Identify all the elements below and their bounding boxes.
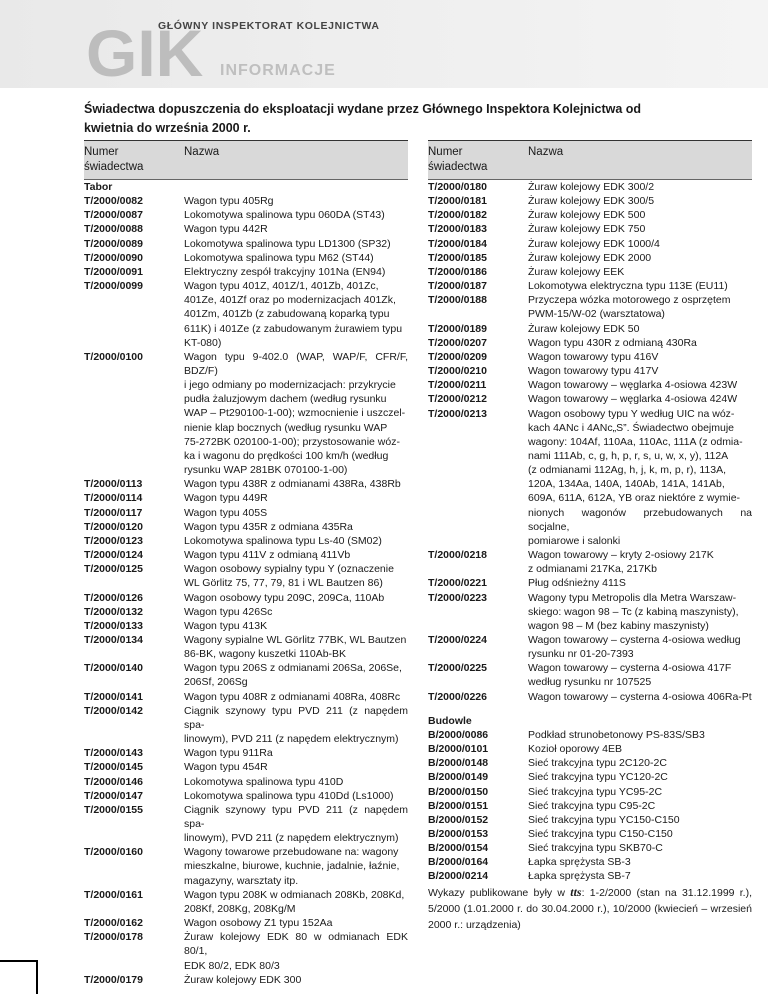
certificate-row [428,180,752,194]
footer-rule-vertical [36,960,38,994]
certificate-row [84,265,408,279]
certificate-row [428,251,752,265]
certificate-name-line: Wagon typu 911Ra [184,747,273,760]
certificate-name-line: linowym), PVD 211 (z napędem elektrycznym) [184,832,399,845]
certificate-row [428,728,752,742]
certificate-row [84,930,408,972]
certificate-number: B/2000/0152 [428,813,489,826]
certificate-name-line: Ciągnik szynowy typu PVD 211 (z napędem spa- [184,803,408,831]
certificate-name-line: Wagon towarowy – cysterna 4-osiowa według [528,634,741,646]
section-title-tabor: Tabor [84,181,113,193]
certificate-row [84,775,408,789]
certificate-name-line: Sieć trakcyjna typu YC120-2C [528,771,668,784]
certificate-row [84,803,408,845]
certificate-row [84,845,408,887]
publication-note [428,884,752,933]
left-table-header [84,140,408,180]
certificate-row [84,760,408,774]
certificate-name-line: Sieć trakcyjna typu C150-C150 [528,828,673,841]
certificate-name-line: Wagony typu Metropolis dla Metra Warszaw- [528,591,737,604]
certificate-name-line: Lokomotywa spalinowa typu 060DA (ST43) [184,209,385,222]
certificate-name-line: 609A, 611A, 612A, YB oraz niektóre z wymie- [528,492,741,505]
certificate-number: T/2000/0132 [84,605,143,618]
certificate-name-line: 206Sf, 206Sg [184,676,248,689]
certificate-row [428,756,752,770]
certificate-name-line: Sieć trakcyjna typu YC95-2C [528,785,663,798]
certificate-row [84,208,408,222]
certificate-row [84,350,408,477]
certificate-number: B/2000/0150 [428,785,489,798]
certificate-row [84,520,408,534]
certificate-row [84,704,408,746]
certificate-name-line: Wagon typu 9-402.0 (WAP, WAP/F, CFR/F, BDZ/F) [184,350,408,378]
certificate-name-line: Wagon towarowy – kryty 2-osiowy 217K [528,549,714,562]
certificate-row [84,477,408,491]
certificate-name-line: Wagon typu 408R z odmianami 408Ra, 408Rc [184,690,401,703]
certificate-row [84,633,408,661]
certificate-number: T/2000/0155 [84,803,143,816]
certificate-name-line: skiego: wagon 98 – Tc (z kabiną maszynisty), [528,605,739,618]
certificate-number: T/2000/0126 [84,591,143,604]
certificate-number: T/2000/0183 [428,223,487,236]
certificate-name-line: Wagon towarowy – cysterna 4-osiowa 417F [528,662,732,675]
journal-name: tts [570,885,582,899]
certificate-name-line: Lokomotywa spalinowa typu LD1300 (SP32) [184,237,391,250]
certificate-row [84,619,408,633]
certificate-name-line: Wagon typu 208K w odmianach 208Kb, 208Kd, [184,888,405,901]
certificate-name-line: Wagon typu 442R [184,223,268,236]
certificate-row [428,827,752,841]
certificate-row [84,251,408,265]
certificate-number: T/2000/0226 [428,690,487,703]
certificate-row [84,591,408,605]
certificate-row [84,746,408,760]
certificate-number: T/2000/0224 [428,634,487,646]
certificate-row [428,591,752,633]
certificate-number: T/2000/0091 [84,265,143,278]
certificate-name-line: Wagon typu 435R z odmiana 435Ra [184,520,353,533]
certificate-name-line: Wagon typu 449R [184,492,268,505]
certificate-name-line: Wagon osobowy sypialny typu Y (oznaczenie [184,563,394,576]
certificate-name-line: Żuraw kolejowy EDK 1000/4 [528,237,660,250]
certificate-row [428,770,752,784]
certificate-name-line: Sieć trakcyjna typu C95-2C [528,799,656,812]
certificate-row [428,799,752,813]
certificate-name-line: Sieć trakcyjna typu 2C120-2C [528,757,667,770]
certificate-number: T/2000/0207 [428,336,487,349]
certificate-row [428,222,752,236]
certificate-row [428,690,752,704]
note-prefix: Wykazy publikowane były w [428,887,566,899]
certificate-row [428,576,752,590]
certificate-number: T/2000/0089 [84,237,143,250]
certificate-number: B/2000/0164 [428,856,489,869]
certificate-name-line: Wagon typu 438R z odmianami 438Ra, 438Rb [184,478,401,491]
certificate-name-line: Lokomotywa spalinowa typu 410D [184,775,344,788]
certificate-number: B/2000/0101 [428,743,489,756]
certificate-number: T/2000/0125 [84,563,143,576]
certificate-number: T/2000/0218 [428,549,487,562]
certificate-name-line: Żuraw kolejowy EDK 2000 [528,251,652,264]
certificate-row [84,194,408,208]
certificate-row [428,378,752,392]
certificate-row [84,491,408,505]
certificate-name-line: Lokomotywa spalinowa typu Ls-40 (SM02) [184,534,382,547]
certificate-name-line: Wagony towarowe przebudowane na: wagony [184,846,399,859]
certificate-number: T/2000/0182 [428,209,487,222]
certificate-row [428,194,752,208]
certificate-number: T/2000/0087 [84,209,143,222]
certificate-name-line: i jego odmiany po modernizacjach: przykrycie [184,379,396,392]
certificate-name-line: Żuraw kolejowy EDK 300/5 [528,195,655,208]
certificate-row [428,855,752,869]
certificate-number: T/2000/0141 [84,690,143,703]
certificate-number: T/2000/0100 [84,350,143,363]
certificate-number: T/2000/0082 [84,195,143,208]
certificate-name-line: 120A, 134Aa, 140A, 140Ab, 141A, 141Ab, [528,478,725,491]
certificate-name-line: 75-272BK 020100-1-00); przystosowanie wóz- [184,435,400,448]
certificate-number: T/2000/0179 [84,973,143,986]
certificate-number: T/2000/0120 [84,520,143,533]
certificate-name-line: Żuraw kolejowy EDK 80 w odmianach EDK 80/1, [184,931,408,958]
certificate-name-line: Wagon typu 401Z, 401Z/1, 401Zb, 401Zc, [184,280,379,293]
certificate-row [428,633,752,661]
certificate-name-line: KT-080) [184,336,222,349]
certificate-number: T/2000/0143 [84,747,143,760]
certificate-row [84,973,408,987]
certificate-number: T/2000/0124 [84,549,143,562]
certificate-name-line: Przyczepa wózka motorowego z osprzętem [528,294,731,307]
certificate-number: T/2000/0225 [428,662,487,675]
certificate-name-line: pudła żaluzjowym dachem (według rysunku [184,393,387,406]
certificate-number: T/2000/0185 [428,251,487,264]
certificate-name-line: Wagon typu 454R [184,761,268,774]
certificate-name-line: Żuraw kolejowy EDK 50 [528,322,640,335]
certificate-number: T/2000/0160 [84,846,143,859]
certificate-name-line: Sieć trakcyjna typu YC150-C150 [528,813,680,826]
certificate-name-line: Ciągnik szynowy typu PVD 211 (z napędem spa- [184,704,408,731]
certificate-number: T/2000/0221 [428,577,487,590]
certificate-row [428,392,752,406]
certificate-name-line: 401Ze, 401Zf oraz po modernizacjach 401Zk, [184,294,396,307]
certificate-name-line: nami 111Ab, c, g, h, p, r, s, u, w, x, y), 112A [528,449,729,462]
certificate-number: T/2000/0212 [428,393,487,406]
certificate-name-line: nionych wagonów przebudowanych na socjalne, [528,506,752,533]
certificate-row [84,279,408,350]
header-number: Numer świadectwa [428,146,488,173]
certificate-row [428,279,752,293]
certificate-row [428,322,752,336]
certificate-name-line: 208Kf, 208Kg, 208Kg/M [184,902,296,915]
certificate-name-line: Żuraw kolejowy EDK 300 [184,973,302,986]
certificate-name-line: ka i wagonu do prędkości 100 km/h (według [184,449,389,462]
certificate-row [428,265,752,279]
certificate-row [84,548,408,562]
certificate-row [428,407,752,549]
certificate-number: B/2000/0149 [428,771,489,784]
certificate-number: T/2000/0186 [428,265,487,278]
org-name: GŁÓWNY INSPEKTORAT KOLEJNICTWA [158,20,380,32]
certificate-number: B/2000/0214 [428,870,489,883]
certificate-row [428,841,752,855]
certificate-number: T/2000/0189 [428,322,487,335]
certificate-number: B/2000/0086 [428,728,489,741]
certificate-number: T/2000/0161 [84,888,143,901]
certificate-name-line: według rysunku nr 107525 [528,676,652,689]
certificate-name-line: 401Zm, 401Zb (z zabudowaną koparką typu [184,308,390,321]
certificate-name-line: Elektryczny zespół trakcyjny 101Na (EN94) [184,265,386,278]
certificate-name-line: WL Görlitz 75, 77, 79, 81 i WL Bautzen 86) [184,577,383,590]
certificate-row [84,506,408,520]
certificate-name-line: EDK 80/2, EDK 80/3 [184,959,280,972]
certificate-row [428,785,752,799]
certificate-name-line: Łapka sprężysta SB-3 [528,856,631,869]
certificate-row [84,916,408,930]
certificate-name-line: 611K) i 401Ze (z zabudowanym żurawiem typu [184,322,403,335]
certificate-number: B/2000/0148 [428,757,489,770]
certificate-row [84,690,408,704]
certificate-number: T/2000/0146 [84,775,143,788]
certificate-name-line: wagon 98 – M (bez kabiny maszynisty) [528,619,709,632]
certificate-row [428,661,752,689]
certificate-number: T/2000/0123 [84,534,143,547]
certificate-name-line: Wagon osobowy typu 209C, 209Ca, 110Ab [184,591,385,604]
certificate-name-line: Wagon typu 413K [184,619,268,632]
certificate-number: T/2000/0088 [84,223,143,236]
certificate-name-line: Lokomotywa spalinowa typu M62 (ST44) [184,251,374,264]
certificate-row [428,869,752,883]
header-number: Numer świadectwa [84,146,144,173]
certificate-row [428,237,752,251]
certificate-name-line: Wagon typu 430R z odmianą 430Ra [528,336,697,349]
certificate-number: T/2000/0114 [84,492,143,505]
certificate-row [84,888,408,916]
certificate-row [428,293,752,321]
certificate-number: T/2000/0188 [428,294,487,307]
certificate-name-line: Kozioł oporowy 4EB [528,743,622,756]
certificate-name-line: Żuraw kolejowy EEK [528,265,625,278]
certificate-number: T/2000/0142 [84,704,143,717]
certificate-name-line: Wagon towarowy – węglarka 4-osiowa 423W [528,379,738,392]
certificate-number: T/2000/0140 [84,662,143,675]
certificate-number: T/2000/0133 [84,619,143,632]
certificate-name-line: Wagon towarowy – cysterna 4-osiowa 406Ra-Pt [528,690,752,703]
certificate-name-line: Sieć trakcyjna typu SKB70-C [528,842,663,855]
certificate-number: B/2000/0154 [428,842,489,855]
gik-logo [86,16,218,84]
certificate-name-line: Wagon osobowy Z1 typu 152Aa [184,917,333,930]
footer-rule [0,960,36,962]
certificate-number: T/2000/0162 [84,917,143,930]
certificate-name-line: magazyny, warsztaty itp. [184,874,299,887]
certificate-name-line: Lokomotywa spalinowa typu 410Dd (Ls1000) [184,789,394,802]
certificate-number: T/2000/0209 [428,350,487,363]
certificate-row [84,789,408,803]
certificate-name-line: z odmianami 217Ka, 217Kb [528,563,657,576]
certificate-row [84,237,408,251]
header-name: Nazwa [184,146,220,158]
certificate-number: T/2000/0134 [84,633,143,646]
certificate-number: T/2000/0223 [428,591,487,604]
certificate-number: T/2000/0180 [428,181,487,193]
certificate-name-line: Wagon towarowy – węglarka 4-osiowa 424W [528,393,738,406]
certificate-row [84,661,408,689]
certificate-row [428,350,752,364]
certificate-row [428,208,752,222]
certificate-row [84,605,408,619]
certificate-name-line: WAP – Pt290100-1-00); wzmocnienie i uszczel- [184,407,406,420]
masthead [0,0,768,88]
page-title: Świadectwa dopuszczenia do eksploatacji wydane przez Głównego Inspektora Kolejnictwa od kwietnia do września 2000 r. [84,102,642,135]
right-column [428,180,752,884]
certificate-name-line: Wagon towarowy typu 417V [528,365,659,378]
certificate-number: T/2000/0213 [428,407,487,420]
certificate-number: T/2000/0211 [428,379,487,392]
certificate-name-line: PWM-15/W-02 (warsztatowa) [528,308,665,321]
certificate-name-line: Żuraw kolejowy EDK 300/2 [528,181,655,193]
certificate-name-line: Wagon towarowy typu 416V [528,350,659,363]
certificate-number: T/2000/0184 [428,237,487,250]
certificate-number: T/2000/0147 [84,789,143,802]
certificate-number: B/2000/0151 [428,799,489,812]
certificate-name-line: Żuraw kolejowy EDK 500 [528,209,646,222]
certificate-name-line: Lokomotywa elektryczna typu 113E (EU11) [528,280,728,293]
certificate-name-line: wagony: 104Af, 110Aa, 110Ac, 111A (z odmia- [528,435,743,448]
certificate-number: T/2000/0178 [84,931,143,944]
certificate-name-line: Łapka sprężysta SB-7 [528,870,631,883]
section-title-budowle: Budowle [428,714,472,727]
certificate-name-line: Podkład strunobetonowy PS-83S/SB3 [528,728,705,741]
right-table-header [428,140,752,180]
certificate-number: T/2000/0090 [84,251,143,264]
certificate-number: T/2000/0113 [84,478,143,491]
certificate-name-line: Wagon osobowy typu Y według UIC na wóz- [528,407,735,420]
certificate-name-line: linowym), PVD 211 (z napędem elektrycznym) [184,733,399,746]
certificate-name-line: Żuraw kolejowy EDK 750 [528,223,646,236]
certificate-row [428,364,752,378]
certificate-name-line: kach 4ANc i 4ANc„S”. Świadectwo obejmuje [528,421,735,434]
certificate-name-line: (z odmianami 112Ag, h, j, k, m, p, r), 113A, [528,464,727,477]
certificate-name-line: Wagon typu 405Rg [184,195,274,208]
certificate-number: T/2000/0145 [84,761,143,774]
certificate-row [84,562,408,590]
certificate-name-line: pomiarowe i salonki [528,534,621,547]
certificate-name-line: Wagon typu 411V z odmianą 411Vb [184,549,351,562]
certificate-row [428,548,752,576]
certificate-name-line: Wagon typu 405S [184,506,268,519]
certificate-name-line: Wagony sypialne WL Görlitz 77BK, WL Bautzen [184,633,407,646]
certificate-number: T/2000/0117 [84,506,143,519]
certificate-name-line: Wagon typu 206S z odmianami 206Sa, 206Se, [184,662,402,675]
left-column [84,180,408,987]
certificate-name-line: rysunku WAP 281BK 070100-1-00) [184,464,348,477]
certificate-row [428,742,752,756]
certificate-number: T/2000/0181 [428,195,487,208]
certificate-name-line: 86-BK, wagony kuszetki 110Ab-BK [184,648,347,661]
certificate-number: B/2000/0153 [428,828,489,841]
certificate-row [428,336,752,350]
certificate-name-line: Wagon typu 426Sc [184,605,273,618]
certificate-row [84,534,408,548]
certificate-number: T/2000/0210 [428,365,487,378]
certificate-name-line: Pług odśnieżny 411S [528,577,626,590]
certificate-name-line: rysunku nr 01-20-7393 [528,648,634,661]
certificate-row [84,222,408,236]
certificate-name-line: mieszkalne, biurowe, kuchnie, jadalnie, łaźnie, [184,860,400,873]
certificate-number: T/2000/0187 [428,280,487,293]
note-suffix: : 1-2/2000 (stan na 31.12.1999 r.), 5/2000 (1.01.2000 r. do 30.04.2000 r.), 10/2000 (kwiecień – wrzesień 2000 r.: urządzenia) [428,887,753,931]
logo-text: GIK [86,16,204,84]
section-label: INFORMACJE [220,62,336,79]
header-name: Nazwa [528,146,564,158]
certificate-number: T/2000/0099 [84,280,143,293]
certificate-row [428,813,752,827]
certificate-name-line: nienie klap bocznych (według rysunku WAP [184,421,388,434]
